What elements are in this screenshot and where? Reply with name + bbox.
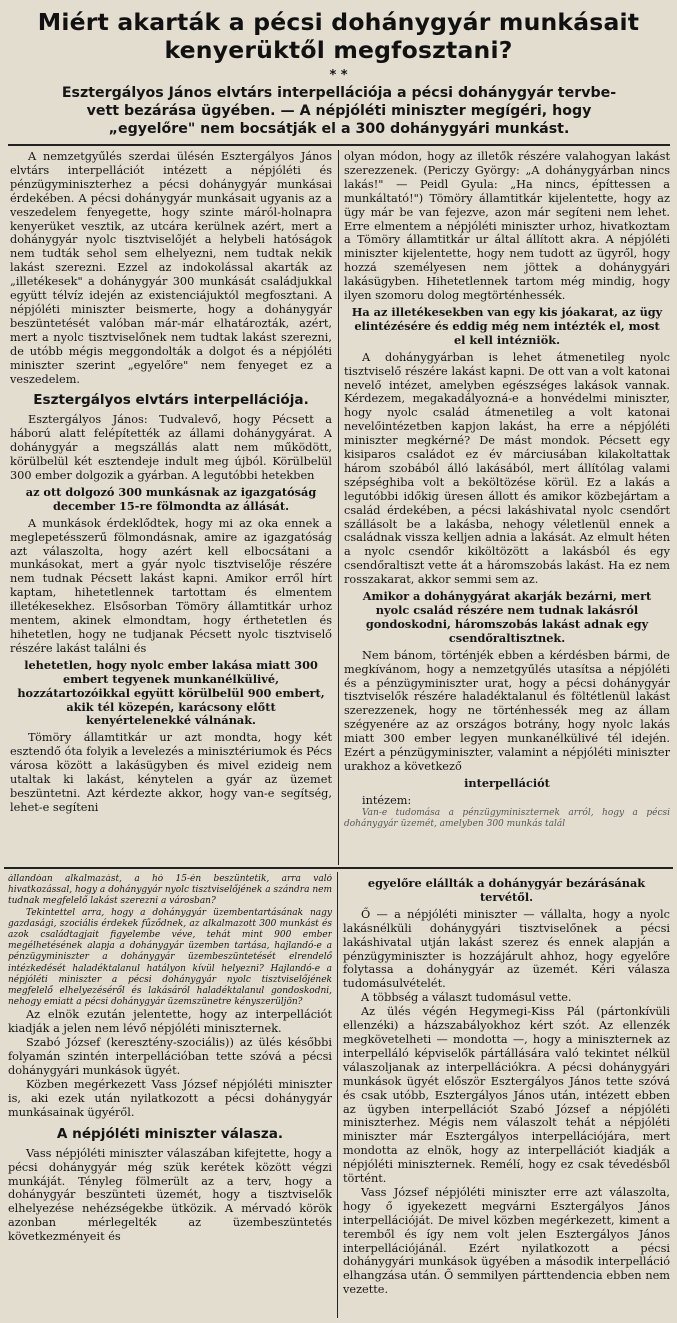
col2-interpellation-text: Van-e tudomása a pénzügyminiszternek arról, hogy a pécsi dohánygyár üzemét, amelyben 300 munkás talál: [344, 807, 670, 829]
deck: [8, 84, 670, 138]
headline: [6, 8, 671, 64]
col1-bold-2: lehetetlen, hogy nyolc ember lakása miatt 300 embert tegyenek munkanélkülivé, hozzátartozóikkal együtt körülbelül 900 embert, akik tél közepén, karácsony előtt kenyértelenekké válnának.: [17, 657, 325, 728]
col1-paragraph-4: Tömöry államtitkár ur azt mondta, hogy két esztendő óta folyik a levelezés a minisztériumok és Pécs városa között a lakásügyben és mivel ezideig nem utaltak ki lakást, kénytelen a gyár az üzemet beszüntetni. Azt kérdezte akkor, hogy van-e segítség, lehet-e segíteni: [10, 731, 332, 814]
col1-paragraph-2: Esztergályos János: Tudvalevő, hogy Pécsett a háború alatt felépítették az állami dohánygyárat. A dohánygyár a megszállás alatt nem működött, körülbelül két esztendeje indult meg újból. Körülbelül 300 ember dolgozik a gyárban. A legutóbbi hetekben: [10, 413, 332, 483]
col1-paragraph-1: A nemzetgyűlés szerdai ülésén Esztergályos János elvtárs interpellációt intézett a népjóléti és pénzügyminiszterhez a pécsi dohánygyár munkásai érdekében. A pécsi dohánygyár munkásait ugyanis az a veszedelem fenyegette, hogy szinte máról-holnapra kenyerüket vesztik, az utcára kerülnek azért, mert a dohánygyár nyolc tisztviselőjét a helybeli hatóságok nem tudták sehol sem elhelyezni, nem tudtak nekik lakást szerezni. Ezzel az indokolással akarták az „illetékesek" a dohánygyár 300 munkását családjukkal együtt télvíz idején az existenciájuktól megfosztani. A népjóléti miniszter beismerte, hogy a dohánygyár beszüntetését valóban már-már elhatározták, azért, mert a nyolc tisztviselőnek nem tudtak lakást szerezni, de utóbb mégis meggondolták a dolgot és a népjóléti miniszter szerint „egyelőre" nem fenyeget ez a veszedelem.: [10, 150, 332, 386]
col4-paragraph-2: A többség a választ tudomásul vette.: [361, 991, 572, 1005]
col4-paragraph-4: Vass József népjóléti miniszter erre azt válaszolta, hogy ő igyekezett megvárni Esztergályos János interpellációját. De mivel közben megérkezett, kiment a teremből és így nem volt jelen Esztergályos János interpellációjánál. Ezért nyilatkozott a pécsi dohánygyári munkások ügyében a második interpelláció elhangzása után. Ő semmilyen párttendencia ebben nem vezette.: [343, 1185, 670, 1297]
column-4: [343, 874, 670, 1316]
col4-paragraph-1: Ő — a népjóléti miniszter — vállalta, hogy a nyolc lakásnélküli dohánygyári tisztviselőnek a pécsi lakáshivatal utján lakást szerez és ennek alapján a pénzügyminiszter is hozzájárult ahhoz, hogy egyelőre folytassa a dohánygyár az üzemét. Kéri válasza tudomásulvételét.: [343, 907, 670, 991]
col3-subheading: A népjóléti miniszter válasza.: [56, 1125, 284, 1142]
col2-paragraph-1: olyan módon, hogy az illetők részére valahogyan lakást szerezzenek. (Periczy György: „A dohánygyárban nincs lakás!" — Peidl Gyula: „Ha nincs, építtessen a munkáltató!") Tömöry államtitkár kijelentette, hogy az ügy már be van fejezve, azon már segíteni nem lehet. Erre elmentem a népjóléti miniszter urhoz, hivatkoztam a Tömöry államtitkár ur által állított akra. A népjóléti miniszter kijelentette, hogy nem tudott az ügyről, hogy hozzá személyesen nem jöttek a dohánygyári lakásügyben. Hihetetlennek tartom még mindig, hogy ilyen szomoru dolog megtörténhessék.: [344, 150, 670, 303]
col2-paragraph-2: A dohánygyárban is lehet átmenetileg nyolc tisztviselő részére lakást kapni. De ott van a volt katonai nevelő intézet, amelyben egészséges lakások vannak. Kérdezem, megakadályozná-e a honvédelmi miniszter, hogy nyolc család átmenetileg a volt katonai nevelőintézetben kapjon lakást, ha erre a népjóléti miniszter megkérné? De mást mondok. Pécsett egy kisiparos családot ez év márciusában kilakoltattak három szobából álló lakásából, mert állítólag valami szépséghiba volt a beköltözése körül. Ez a lakás a legutóbbi időkig üresen állott és amikor közbejártam a család érdekében, a pécsi lakáshivatal nyolc csendőrt szállásolt be a lakásba, nehogy véletlenül ennek a családnak vissza kelljen adnia a lakását. Az elmult héten a nyolc csendőr kiköltözött a lakásból és egy csendőraltiszt vette át a háromszobás lakást. Ha ez nem rosszakarat, akkor semmi sem az.: [344, 350, 670, 587]
col2-bold-3: interpellációt: [464, 775, 550, 790]
deck-line-2: vett bezárása ügyében. — A népjóléti miniszter megígéri, hogy: [86, 103, 592, 119]
column-divider-top: [338, 150, 339, 865]
top-rule: [8, 144, 670, 146]
col3-paragraph-2: Szabó József (keresztény-szociális)) az ülés későbbi folyamán szintén interpellációban tette szóvá a pécsi dohánygyári munkások ügyét.: [8, 1036, 332, 1078]
col4-bold-1: egyelőre elállták a dohánygyár bezárásának tervétől.: [367, 876, 646, 904]
col1-subheading: Esztergályos elvtárs interpellációja.: [33, 392, 309, 409]
column-3: [8, 874, 332, 1316]
col3-paragraph-4: Vass népjóléti miniszter válaszában kifejtette, hogy a pécsi dohánygyár még szük kerétek között végzi munkáját. Tényleg fölmerült az a terv, hogy a dohánygyár beszünteti üzemét, hogy a tisztviselők elhelyezése nehézségekbe ütközik. A mérvadó körök azonban mérlegelték az üzembeszüntetés következményeit és: [8, 1146, 332, 1244]
col1-paragraph-3: A munkások érdeklődtek, hogy mi az oka ennek a meglepetésszerű fölmondásnak, amire az igazgatóság azt válaszolta, hogy azért kell elbocsátani a munkásokat, mert a gyár nyolc tisztviselője részére nem tudnak Pécsett lakást kapni. Amikor erről hírt kaptam, hihetetlennek tartottam és elmentem illetékesekhez. Elsősorban Tömöry államtitkár urhoz mentem, akinek elmondtam, hogy érthetetlen és hihetetlen, hogy ne tudjanak Pécsett nyolc tisztviselő részére lakást találni és: [10, 516, 332, 655]
column-divider-bottom: [337, 872, 338, 1318]
deck-line-3: „egyelőre" nem bocsátják el a 300 dohánygyári munkást.: [108, 121, 570, 137]
col3-interpellation-2: Tekintettel arra, hogy a dohánygyár üzembentartásának nagy gazdasági, szociális érdekek fűződnek, az alkalmazott 300 munkást és azok családtagjait figyelembe véve, tehát mint 900 ember megélhetésének alapja a dohánygyár üzemben tartása, hajlandó-e a pénzügyminiszter a dohánygyár üzembeszüntetését elrendelő intézkedését haladéktalanul hatályon kívül helyezni? Hajlandó-e a népjóléti miniszter a pécsi dohánygyár nyolc tisztviselőjének megfelelő elhelyezéséről és lakásáról haladéktalanul gondoskodni, nehogy emiatt a pécsi dohánygyár üzemszünetre kényszerüljön?: [8, 907, 332, 1008]
column-1: [10, 150, 332, 863]
deck-line-1: Esztergályos János elvtárs interpellációja a pécsi dohánygyár tervbe-: [61, 85, 617, 101]
col2-paragraph-3: Nem bánom, történjék ebben a kérdésben bármi, de megkívánom, hogy a nemzetgyűlés utasítsa a népjóléti és a pénzügyminiszter urat, hogy a pécsi dohánygyár tisztviselők részére haladéktalanul és föltétlenül lakást szerezzenek, hogy ne történhessék meg az állam szégyenére az az országos botrány, hogy nyolc lakás miatt 300 ember legyen munkanélkülivé tél idején. Ezért a pénzügyminiszter, valamint a népjóléti miniszter urakhoz a következő: [344, 648, 670, 773]
headline-line-1: Miért akarták a pécsi dohánygyár munkásait: [37, 8, 640, 36]
separator-stars: * *: [329, 68, 348, 83]
col2-bold-2: Amikor a dohánygyárat akarják bezárni, mert nyolc család részére nem tudnak lakásról gondoskodni, háromszobás lakást adnak egy csendőraltisztnek.: [362, 589, 652, 645]
col3-paragraph-3: Közben megérkezett Vass József népjóléti miniszter is, aki ezek után nyilatkozott a pécsi dohánygyár munkásainak ügyéről.: [8, 1077, 332, 1119]
column-2: [344, 150, 670, 863]
middle-rule: [4, 867, 673, 869]
headline-line-2: kenyerüktől megfosztani?: [164, 36, 513, 64]
col1-bold-1: az ott dolgozó 300 munkásnak az igazgatóság december 15-re fölmondta az állását.: [25, 484, 317, 513]
col2-bold-1: Ha az illetékesekben van egy kis jóakarat, az ügy elintézésére és eddig még nem intézték el, most el kell intézniök.: [351, 304, 663, 347]
col2-paragraph-4: intézem:: [362, 793, 412, 807]
col3-paragraph-1: Az elnök ezután jelentette, hogy az interpellációt kiadják a jelen nem lévő népjóléti miniszternek.: [8, 1008, 332, 1036]
col3-interpellation-1: állandóan alkalmazást, a hó 15-én beszüntetik, arra való hivatkozással, hogy a dohánygyár nyolc tisztviselőjének a szándra nem tudnak megfelelő lakást szerezni a városban?: [8, 874, 332, 907]
col4-paragraph-3: Az ülés végén Hegymegi-Kiss Pál (pártonkívüli ellenzéki) a házszabályokhoz kért szót. Az ellenzék megkövetelheti — mondotta —, hogy a miniszternek az interpelláló képviselők pártállására való tekintet nélkül válaszoljanak az interpellációkra. A pécsi dohánygyári munkások ügyét először Esztergályos János tette szóvá és csak utóbb, Esztergályos János után, intézett ebben az ügyben interpellációt Szabó József a népjóléti miniszterhez. Mégis nem válaszolt tehát a népjóléti miniszter már Esztergályos interpellációjára, mert mondotta az elnök, hogy az interpellációt kiadják a népjóléti miniszternek. Remélí, hogy ez csak tévedésből történt.: [343, 1005, 670, 1186]
